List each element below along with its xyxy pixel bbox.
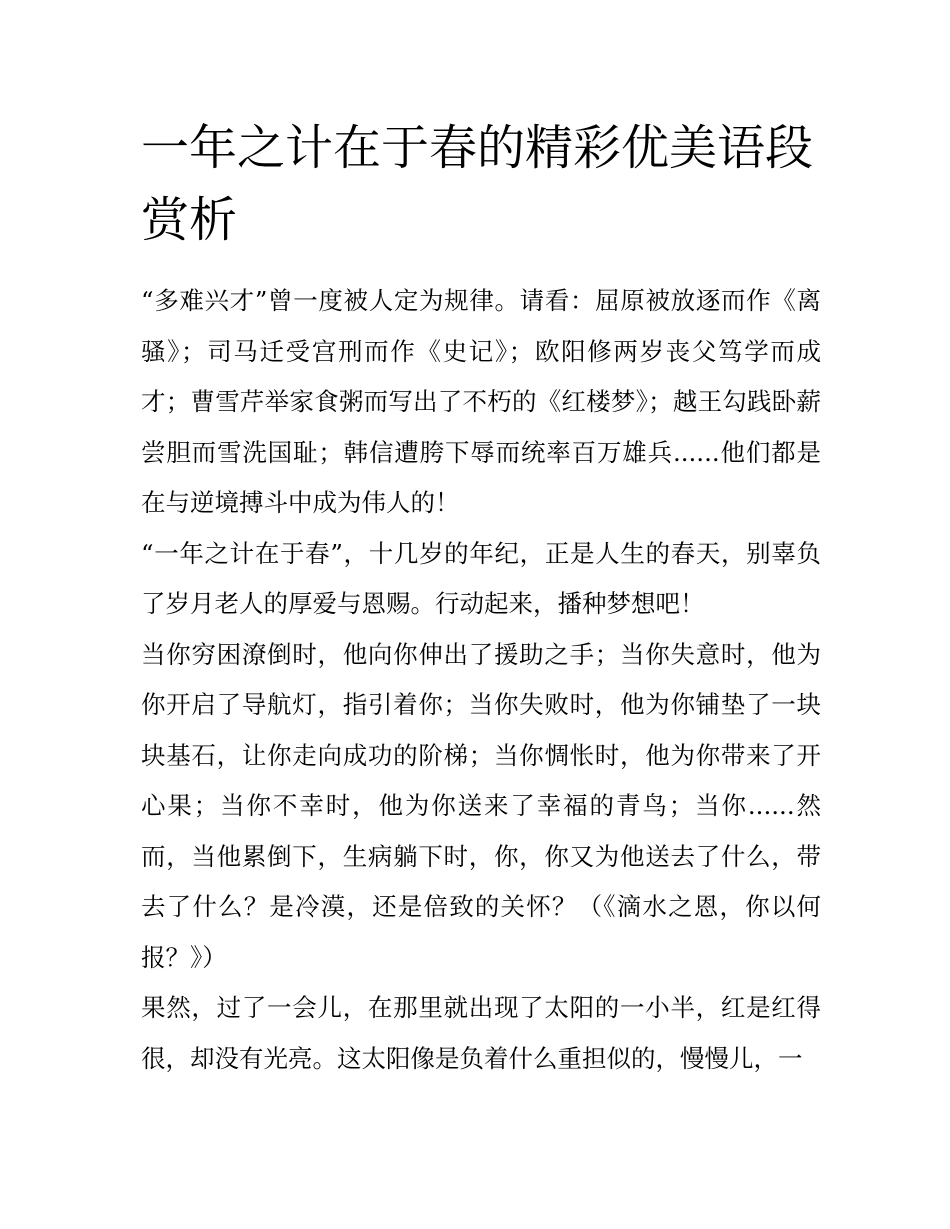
paragraph: “一年之计在于春”，十几岁的年纪，正是人生的春天，别辜负了岁月老人的厚爱与恩赐。行动起来，播种梦想吧！	[141, 538, 821, 618]
paragraph: 当你穷困潦倒时，他向你伸出了援助之手；当你失意时，他为你开启了导航灯，指引着你；当你失败时，他为你铺垫了一块块基石，让你走向成功的阶梯；当你惆怅时，他为你带来了开心果；当你不幸时，他为你送来了幸福的青鸟；当你......然而，当他累倒下，生病躺下时，你，你又为他送去了什么，带去了什么？是冷漠，还是倍致的关怀？（《滴水之恩，你以何报？》）	[141, 639, 821, 972]
paragraph: “多难兴才”曾一度被人定为规律。请看：屈原被放逐而作《离骚》；司马迁受宫刑而作《史记》；欧阳修两岁丧父笃学而成才；曹雪芹举家食粥而写出了不朽的《红楼梦》；越王勾践卧薪尝胆而雪洗国耻；韩信遭胯下辱而统率百万雄兵......他们都是在与逆境搏斗中成为伟人的！	[141, 286, 821, 517]
document-body	[141, 276, 821, 1084]
document-title: 一年之计在于春的精彩优美语段赏析	[141, 120, 814, 248]
paragraph: 果然，过了一会儿，在那里就出现了太阳的一小半，红是红得很，却没有光亮。这太阳像是负着什么重担似的，慢慢儿，一	[141, 993, 821, 1073]
